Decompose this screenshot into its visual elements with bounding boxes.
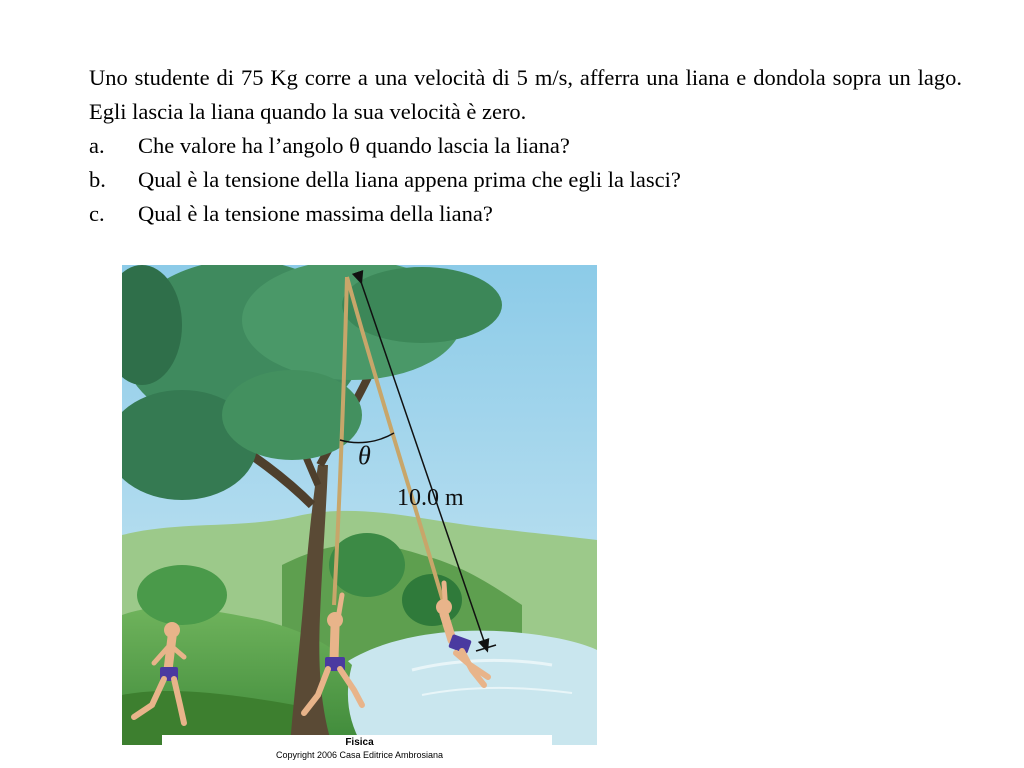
question-b: [89, 163, 962, 197]
angle-label: θ: [358, 441, 371, 470]
question-text: Qual è la tensione della liana appena prima che egli la lasci?: [138, 167, 681, 192]
question-text: Che valore ha l’angolo θ quando lascia la liana?: [138, 133, 570, 158]
problem-text: [89, 61, 962, 231]
question-letter: c.: [89, 201, 105, 226]
figure-copyright: Copyright 2006 Casa Editrice Ambrosiana: [275, 750, 444, 760]
figure-caption-title: Fisica: [345, 737, 374, 748]
question-c: [89, 197, 962, 231]
problem-intro: Uno studente di 75 Kg corre a una velocità di 5 m/s, afferra una liana e dondola sopra un lago. Egli lascia la liana quando la sua velocità è zero.: [89, 65, 962, 124]
vine-swing-figure: [122, 265, 597, 759]
illustration: [122, 265, 597, 745]
question-a: [89, 129, 962, 163]
question-text: Qual è la tensione massima della liana?: [138, 201, 493, 226]
length-label: 10.0 m: [397, 485, 464, 511]
bush: [402, 574, 462, 626]
bush: [137, 565, 227, 625]
bush: [329, 533, 405, 597]
question-letter: a.: [89, 133, 105, 158]
question-letter: b.: [89, 167, 106, 192]
tree-canopy: [342, 267, 502, 343]
